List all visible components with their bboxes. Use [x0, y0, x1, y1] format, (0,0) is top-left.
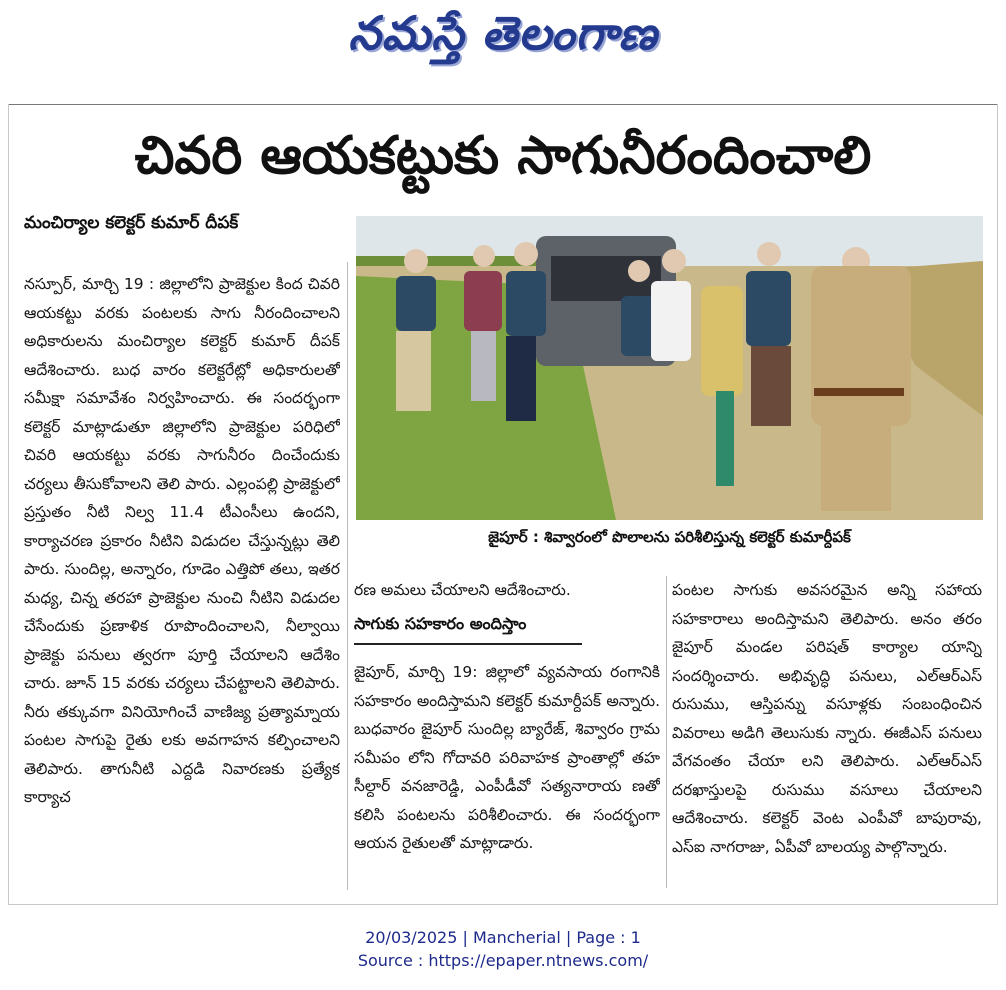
article-column-2: జైపూర్, మార్చి 19: జిల్లాలో వ్యవసాయ రంగానికి సహకారం అందిస్తామని కలెక్టర్ కుమార్దీపక్ అన్నారు. బుధవారం జైపూర్ సుందిల్ల బ్యారేజ్, శివ్వారం గ్రామ సమీపం లోని గోదావరి పరివాహక ప్రాంతాల్లో తహ సీల్దార్ వనజారెడ్డి, ఎంపీడీవో సత్యనారాయ ణతో కలిసి పంటలను పరిశీలించారు. ఈ సందర్భంగా ఆయన రైతులతో మాట్లాడారు. [354, 663, 660, 852]
page-divider [8, 104, 998, 105]
source-link[interactable]: Source : https://epaper.ntnews.com/ [357, 951, 649, 970]
column-divider [347, 262, 348, 890]
column-divider [666, 576, 667, 888]
article-headline: చివరి ఆయకట్టుకు సాగునీరందించాలి [134, 126, 872, 186]
clipping-border-left [8, 104, 9, 904]
clipping-border-right [997, 104, 998, 904]
article-column-1: నస్పూర్, మార్చి 19 : జిల్లాలోని ప్రాజెక్టుల కింద చివరి ఆయకట్టు వరకు పంటలకు సాగు నీరందించాలని అధికారులను మంచిర్యాల కలెక్టర్ కుమార్ దీపక్ ఆదేశించారు. బుధ వారం కలెక్టరేట్లో అధికారులతో సమీక్షా సమావేశం నిర్వహించారు. ఈ సందర్భంగా కలెక్టర్ మాట్లాడుతూ జిల్లాలోని ప్రాజెక్టుల పరిధిలో చివరి ఆయకట్టు వరకు సాగునీరం దించేందుకు చర్యలు తీసుకోవాలని తెలి పారు. ఎల్లంపల్లి ప్రాజెక్టులో ప్రస్తుతం నీటి నిల్వ 11.4 టీఎంసీలు ఉందని, కార్యాచరణ ప్రకారం నీటిని విడుదల చేస్తున్నట్లు తెలి పారు. సుందిల్ల, అన్నారం, గూడెం ఎత్తిపో తలు, ఇతర మధ్య, చిన్న తరహా ప్రాజెక్టుల నుంచి నీటిని విడుదల చేసేందుకు ప్రణాళిక రూపొందించాలని, నీల్వాయి ప్రాజెక్టు పనులు త్వరగా పూర్తి చేయాలని ఆదేశిం చారు. జూన్ 15 వరకు చర్యలు చేపట్టాలని తెలిపారు. నీరు తక్కువగా వినియోగించే వాణిజ్య ప్రత్యామ్నాయ పంటల సాగుపై రైతు లకు అవగాహన కల్పించాలని తెలిపారు. తాగునీటి ఎద్దడి నివారణకు ప్రత్యేక కార్యాచ [24, 275, 340, 806]
photo-caption: జైపూర్ : శివ్వారంలో పొలాలను పరిశీలిస్తున్న కలెక్టర్ కుమార్దీపక్ [488, 528, 851, 546]
section-subheading: సాగుకు సహకారం అందిస్తాం [354, 614, 582, 645]
edition-info: 20/03/2025 | Mancherial | Page : 1 [365, 928, 641, 947]
article-column-2-continuation: రణ అమలు చేయాలని ఆదేశించారు. [354, 581, 571, 599]
article-column-3: పంటల సాగుకు అవసరమైన అన్ని సహాయ సహకారాలు అందిస్తామని తెలిపారు. అనం తరం జైపూర్ మండల పరిషత్ కార్యాల యాన్ని సందర్శించారు. అభివృద్ధి పనులు, ఎల్ఆర్ఎస్ రుసుము, ఆస్తిపన్ను వసూళ్లకు సంబంధించిన వివరాలు అడిగి తెలుసుకు న్నారు. ఈజీఎస్ పనులు వేగవంతం చేయా లని తెలిపారు. ఎల్ఆర్ఎస్ దరఖాస్తులపై రుసుము వసూలు చేయాలని ఆదేశించారు. కలెక్టర్ వెంట ఎంపీవో బాపురావు, ఎస్ఐ నాగరాజు, ఏపీవో బాలయ్య పాల్గొన్నారు. [672, 581, 982, 856]
clipping-border-bottom [8, 904, 998, 905]
newspaper-logo: నమస్తే తెలంగాణ [348, 6, 658, 60]
news-photo [356, 216, 983, 520]
masthead [0, 0, 1006, 78]
field-inspection-photo [356, 216, 983, 520]
article-byline: మంచిర్యాల కలెక్టర్ కుమార్ దీపక్ [24, 213, 239, 233]
